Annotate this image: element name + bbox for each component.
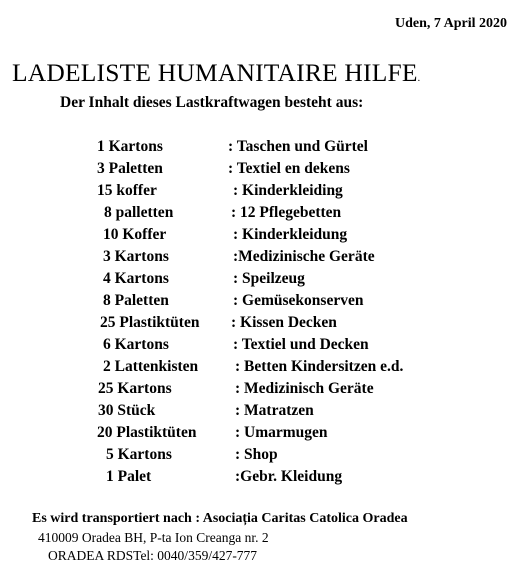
- cargo-description: :Gebr. Kleidung: [235, 468, 343, 485]
- cargo-row: [0, 380, 520, 402]
- cargo-quantity: 4 Kartons: [103, 270, 169, 287]
- cargo-quantity: 25 Kartons: [98, 380, 172, 397]
- cargo-row: [0, 182, 520, 204]
- cargo-row: [0, 446, 520, 468]
- cargo-quantity: 1 Palet: [106, 468, 152, 485]
- destination-address: 410009 Oradea BH, P-ta Ion Creanga nr. 2: [38, 530, 269, 545]
- cargo-quantity: 15 koffer: [97, 182, 157, 199]
- cargo-row: [0, 226, 520, 248]
- cargo-quantity: 20 Plastiktüten: [97, 424, 197, 441]
- cargo-description: : Textiel en dekens: [228, 160, 350, 177]
- cargo-row: [0, 160, 520, 182]
- cargo-description: : Umarmugen: [235, 424, 328, 441]
- cargo-quantity: 3 Paletten: [97, 160, 163, 177]
- destination-phone: ORADEA RDSTel: 0040/359/427-777: [48, 548, 258, 563]
- cargo-description: : Shop: [235, 446, 278, 463]
- cargo-description: : Taschen und Gürtel: [228, 138, 368, 155]
- cargo-description: : Speilzeug: [233, 270, 305, 287]
- cargo-quantity: 6 Kartons: [103, 336, 169, 353]
- cargo-row: [0, 402, 520, 424]
- cargo-quantity: 25 Plastiktüten: [100, 314, 200, 331]
- cargo-row: [0, 336, 520, 358]
- title-dot: .: [417, 73, 421, 84]
- cargo-description: : 12 Pflegebetten: [231, 204, 342, 221]
- cargo-description: : Matratzen: [235, 402, 314, 419]
- document-date: Uden, 7 April 2020: [394, 16, 507, 31]
- cargo-row: [0, 292, 520, 314]
- cargo-quantity: 8 palletten: [104, 204, 174, 221]
- cargo-description: : Betten Kindersitzen e.d.: [235, 358, 404, 375]
- cargo-row: [0, 248, 520, 270]
- cargo-quantity: 2 Lattenkisten: [103, 358, 199, 375]
- cargo-quantity: 5 Kartons: [106, 446, 172, 463]
- cargo-row: [0, 138, 520, 160]
- cargo-quantity: 30 Stück: [98, 402, 156, 419]
- cargo-row: [0, 204, 520, 226]
- cargo-row: [0, 358, 520, 380]
- cargo-row: [0, 468, 520, 490]
- document-subtitle: Der Inhalt dieses Lastkraftwagen besteht aus:: [60, 94, 364, 111]
- cargo-description: : Medizinisch Geräte: [235, 380, 374, 397]
- cargo-description: : Textiel und Decken: [233, 336, 369, 353]
- cargo-quantity: 8 Paletten: [103, 292, 169, 309]
- cargo-quantity: 10 Koffer: [103, 226, 167, 243]
- cargo-quantity: 1 Kartons: [97, 138, 163, 155]
- cargo-row: [0, 314, 520, 336]
- title-text: LADELISTE HUMANITAIRE HILFE: [12, 58, 418, 87]
- cargo-row: [0, 270, 520, 292]
- transport-destination: Es wird transportiert nach : Asociația Caritas Catolica Oradea: [32, 511, 408, 526]
- cargo-description: : Gemüsekonserven: [233, 292, 364, 309]
- cargo-quantity: 3 Kartons: [103, 248, 169, 265]
- document-title: [12, 58, 521, 88]
- cargo-description: : Kissen Decken: [231, 314, 337, 331]
- cargo-row: [0, 424, 520, 446]
- cargo-description: :Medizinische Geräte: [233, 248, 375, 265]
- cargo-description: : Kinderkleidung: [233, 226, 348, 243]
- cargo-description: : Kinderkleiding: [233, 182, 343, 199]
